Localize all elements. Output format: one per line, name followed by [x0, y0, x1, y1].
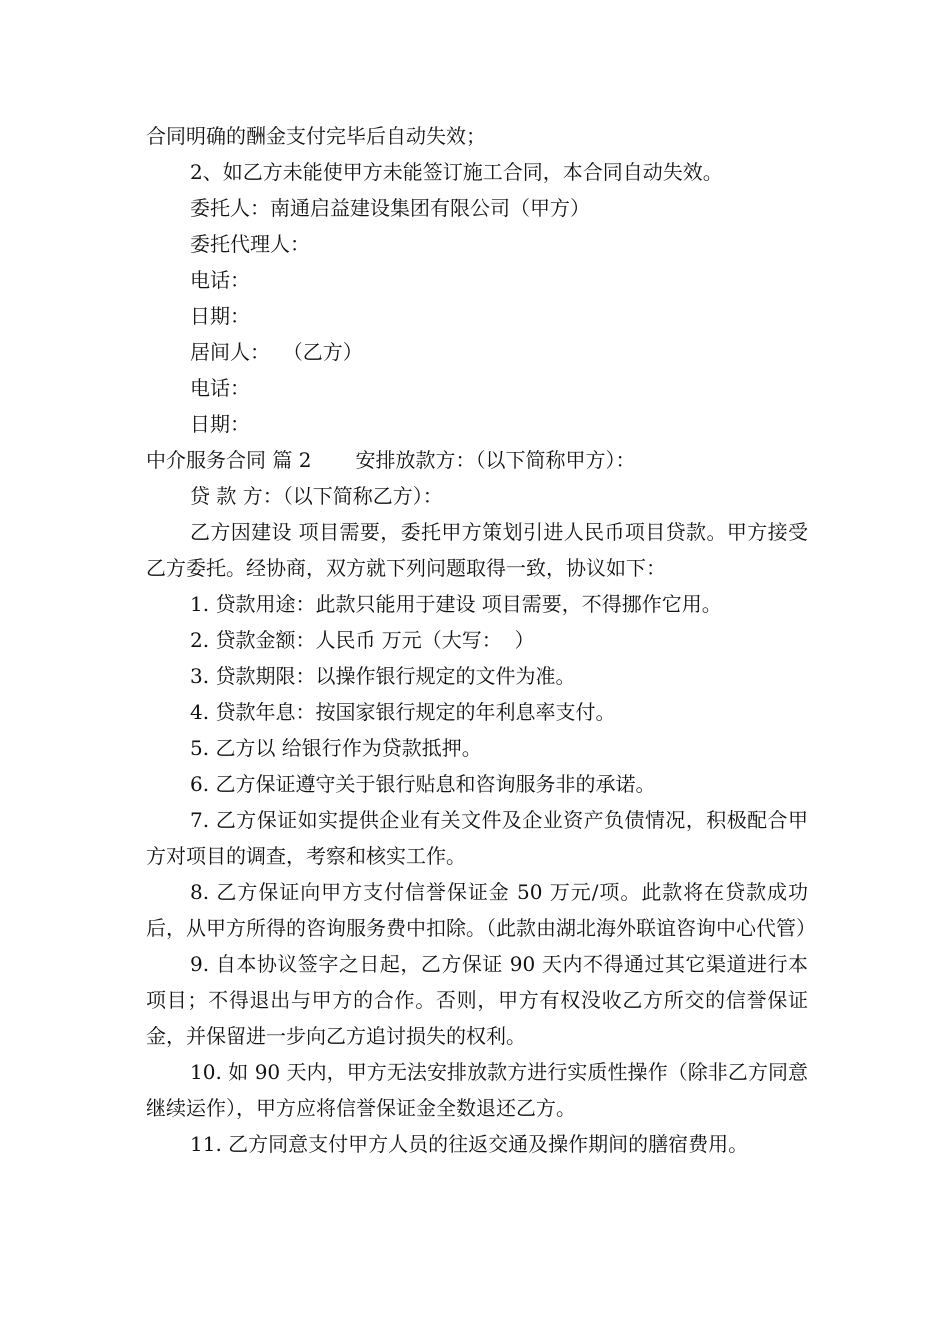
document-body	[146, 118, 816, 1162]
section-lead: 安排放款方：（以下简称甲方）：	[355, 448, 636, 472]
paragraph: 居间人： （乙方）	[190, 340, 363, 364]
paragraph: 8. 乙方保证向甲方支付信誉保证金 50 万元/项。此款将在贷款成功后，从甲方所得的咨询服务费中扣除。（此款由湖北海外联谊咨询中心代管）	[146, 880, 816, 940]
paragraph: 委托代理人：	[190, 232, 310, 256]
paragraph: 乙方因建设 项目需要，委托甲方策划引进人民币项目贷款。甲方接受乙方委托。经协商，双方就下列问题取得一致，协议如下：	[146, 520, 808, 580]
contract-clauses-part2	[146, 478, 816, 1162]
section-heading	[146, 442, 808, 478]
paragraph: 贷 款 方：（以下简称乙方）：	[190, 484, 443, 508]
paragraph: 2. 贷款金额：人民币 万元（大写： ）	[190, 628, 535, 652]
paragraph: 日期：	[190, 304, 250, 328]
paragraph: 11. 乙方同意支付甲方人员的往返交通及操作期间的膳宿费用。	[190, 1132, 749, 1156]
paragraph: 10. 如 90 天内，甲方无法安排放款方进行实质性操作（除非乙方同意继续运作），甲方应将信誉保证金全数退还乙方。	[146, 1060, 808, 1120]
section-title: 中介服务合同 篇 2	[146, 448, 312, 472]
paragraph: 3. 贷款期限：以操作银行规定的文件为准。	[190, 664, 576, 688]
paragraph: 2、如乙方未能使甲方未能签订施工合同，本合同自动失效。	[190, 160, 723, 184]
paragraph: 合同明确的酬金支付完毕后自动失效；	[146, 124, 486, 148]
paragraph: 9. 自本协议签字之日起，乙方保证 90 天内不得通过其它渠道进行本项目；不得退出与甲方的合作。否则，甲方有权没收乙方所交的信誉保证金，并保留进一步向乙方追讨损失的权利。	[146, 952, 808, 1048]
paragraph: 委托人：南通启益建设集团有限公司（甲方）	[190, 196, 590, 220]
paragraph: 电话：	[190, 268, 250, 292]
paragraph: 电话：	[190, 376, 250, 400]
paragraph: 5. 乙方以 给银行作为贷款抵押。	[190, 736, 482, 760]
paragraph: 6. 乙方保证遵守关于银行贴息和咨询服务非的承诺。	[190, 772, 656, 796]
paragraph: 1. 贷款用途：此款只能用于建设 项目需要，不得挪作它用。	[190, 592, 722, 616]
paragraph: 日期：	[190, 412, 250, 436]
paragraph: 4. 贷款年息：按国家银行规定的年利息率支付。	[190, 700, 616, 724]
contract-clauses-part1	[146, 118, 808, 442]
paragraph: 7. 乙方保证如实提供企业有关文件及企业资产负债情况，积极配合甲方对项目的调查，考察和核实工作。	[146, 808, 808, 868]
